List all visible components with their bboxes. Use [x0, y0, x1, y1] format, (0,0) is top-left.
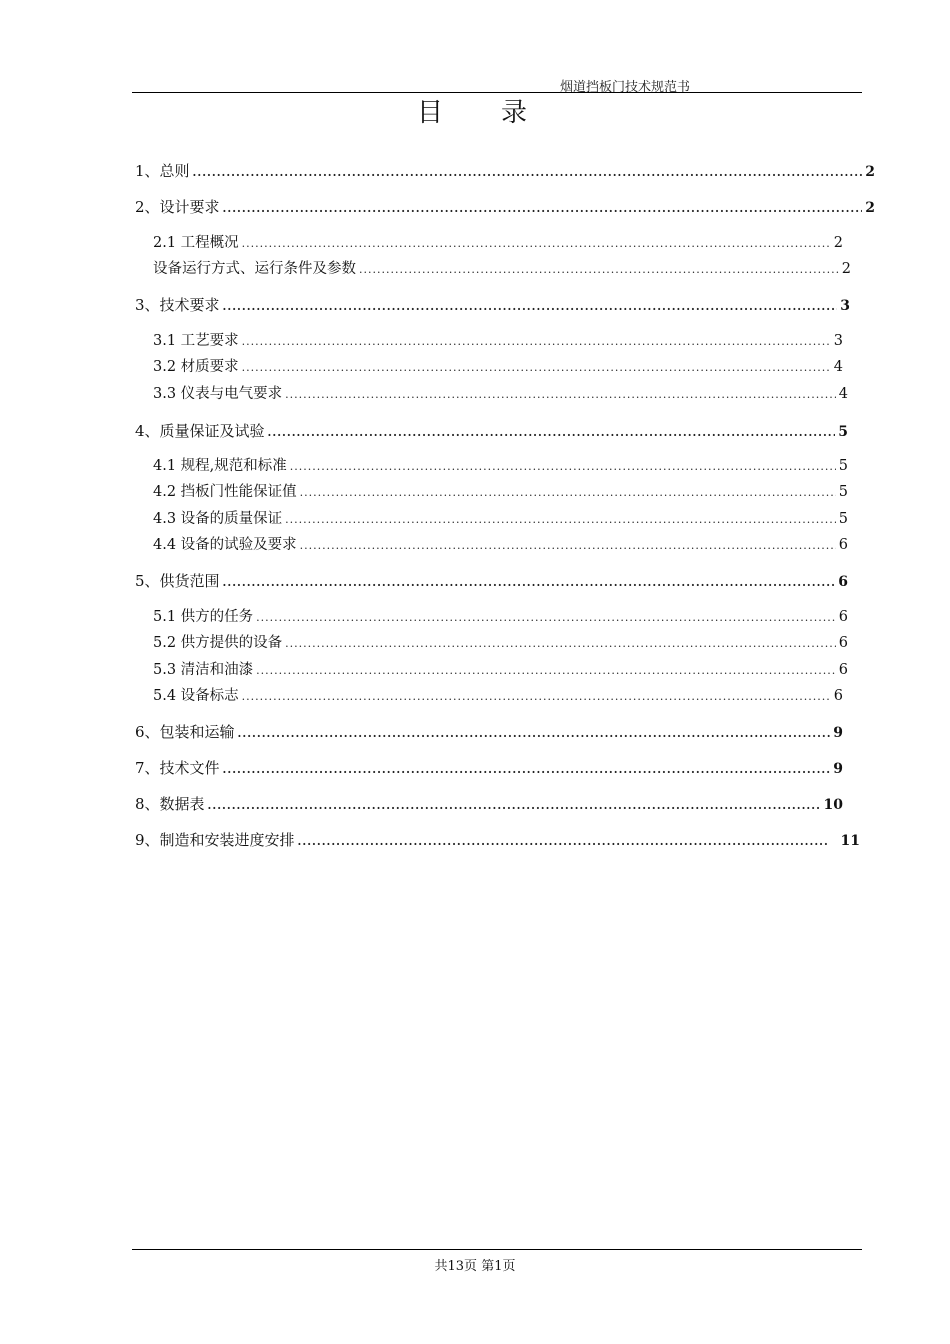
- toc-leader: [285, 385, 836, 405]
- page-footer: 共13页 第1页: [434, 1259, 516, 1274]
- toc-entry-page: 2: [865, 200, 875, 216]
- toc-entry[interactable]: [153, 509, 848, 530]
- toc-entry-page: 3: [833, 333, 843, 349]
- toc-entry-label: 6、包装和运输: [135, 723, 235, 741]
- toc-entry[interactable]: [135, 722, 843, 744]
- toc-entry[interactable]: [135, 197, 875, 219]
- toc-entry[interactable]: [135, 794, 843, 816]
- toc-entry-label: 2.1 工程概况: [153, 235, 239, 251]
- toc-leader: [300, 483, 836, 503]
- toc-entry-page: 3: [840, 298, 850, 314]
- toc-entry-page: 10: [823, 797, 843, 813]
- toc-entry-label: 4.2 挡板门性能保证值: [153, 484, 297, 500]
- toc-entry-label: 4、质量保证及试验: [135, 422, 265, 440]
- toc-entry-label: 5.2 供方提供的设备: [153, 635, 283, 651]
- toc-entry-page: 6: [838, 537, 848, 553]
- toc-entry-page: 4: [833, 359, 843, 375]
- toc-entry-page: 9: [833, 761, 843, 777]
- toc-leader: [242, 358, 831, 378]
- footer-rule: [132, 1249, 862, 1250]
- toc-leader: [256, 661, 836, 681]
- toc-entry-page: 5: [838, 511, 848, 527]
- toc-leader: [238, 724, 831, 744]
- toc-entry-label: 4.1 规程,规范和标准: [153, 458, 287, 474]
- toc-entry-label: 8、数据表: [135, 795, 205, 813]
- toc-leader: [298, 832, 827, 852]
- toc-entry-page: 5: [838, 484, 848, 500]
- toc-entry[interactable]: [135, 830, 860, 852]
- toc-leader: [268, 423, 836, 443]
- toc-entry[interactable]: [153, 331, 843, 352]
- toc-entry[interactable]: [153, 535, 848, 556]
- toc-leader: [285, 510, 836, 530]
- toc-entry[interactable]: [135, 571, 848, 593]
- toc-entry[interactable]: [153, 357, 843, 378]
- toc-entry-label: 5、供货范围: [135, 572, 220, 590]
- toc-leader: [359, 260, 839, 280]
- toc-entry-label: 3.2 材质要求: [153, 359, 239, 375]
- toc-entry[interactable]: [135, 295, 850, 317]
- toc-entry-page: 5: [838, 424, 848, 440]
- toc-entry-page: 6: [838, 635, 848, 651]
- toc-entry[interactable]: [153, 482, 848, 503]
- toc-entry-label: 3.3 仪表与电气要求: [153, 386, 283, 402]
- toc-entry-label: 1、总则: [135, 162, 190, 180]
- toc-leader: [242, 234, 831, 254]
- toc-leader: [223, 760, 831, 780]
- toc-entry[interactable]: [135, 421, 848, 443]
- toc-entry-page: 9: [833, 725, 843, 741]
- toc-entry-label: 7、技术文件: [135, 759, 220, 777]
- toc-entry-label: 4.3 设备的质量保证: [153, 511, 283, 527]
- toc-entry[interactable]: [153, 686, 843, 707]
- header-title: 烟道挡板门技术规范书: [560, 80, 691, 95]
- toc-entry[interactable]: [153, 607, 848, 628]
- toc-entry-label: 5.4 设备标志: [153, 688, 239, 704]
- toc-leader: [223, 573, 836, 593]
- toc-leader: [242, 332, 831, 352]
- toc-entry-label: 5.3 清洁和油漆: [153, 662, 254, 678]
- toc-leader: [290, 457, 836, 477]
- toc-entry[interactable]: [135, 758, 843, 780]
- toc-entry-page: 6: [833, 688, 843, 704]
- toc-leader: [193, 163, 863, 183]
- toc-entry-label: 3.1 工艺要求: [153, 333, 239, 349]
- toc-entry-label: 4.4 设备的试验及要求: [153, 537, 297, 553]
- toc-entry[interactable]: [153, 384, 848, 405]
- toc-entry-page: 2: [865, 164, 875, 180]
- toc-entry[interactable]: [153, 456, 848, 477]
- toc-entry-page: 11: [840, 833, 860, 849]
- toc-entry-label: 设备运行方式、运行条件及参数: [153, 261, 356, 277]
- toc-entry-page: 6: [838, 574, 848, 590]
- toc-leader: [242, 687, 831, 707]
- toc-entry-page: 2: [841, 261, 851, 277]
- toc-entry[interactable]: [153, 233, 843, 254]
- toc-entry-page: 6: [838, 662, 848, 678]
- page-title: 目录: [416, 98, 585, 128]
- toc-entry-label: 9、制造和安装进度安排: [135, 831, 295, 849]
- toc-leader: [208, 796, 821, 816]
- toc-entry-page: 4: [838, 386, 848, 402]
- toc-entry-label: 3、技术要求: [135, 296, 220, 314]
- toc-entry[interactable]: [153, 633, 848, 654]
- toc-entry[interactable]: [153, 259, 851, 280]
- toc-entry[interactable]: [135, 161, 875, 183]
- toc-entry[interactable]: [153, 660, 848, 681]
- toc-leader: [223, 297, 838, 317]
- toc-entry-page: 2: [833, 235, 843, 251]
- toc-entry-label: 2、设计要求: [135, 198, 220, 216]
- toc-entry-page: 5: [838, 458, 848, 474]
- toc-entry-label: 5.1 供方的任务: [153, 609, 254, 625]
- toc-entry-page: 6: [838, 609, 848, 625]
- toc-leader: [285, 634, 836, 654]
- toc-leader: [300, 536, 836, 556]
- toc-leader: [256, 608, 836, 628]
- toc-leader: [223, 199, 863, 219]
